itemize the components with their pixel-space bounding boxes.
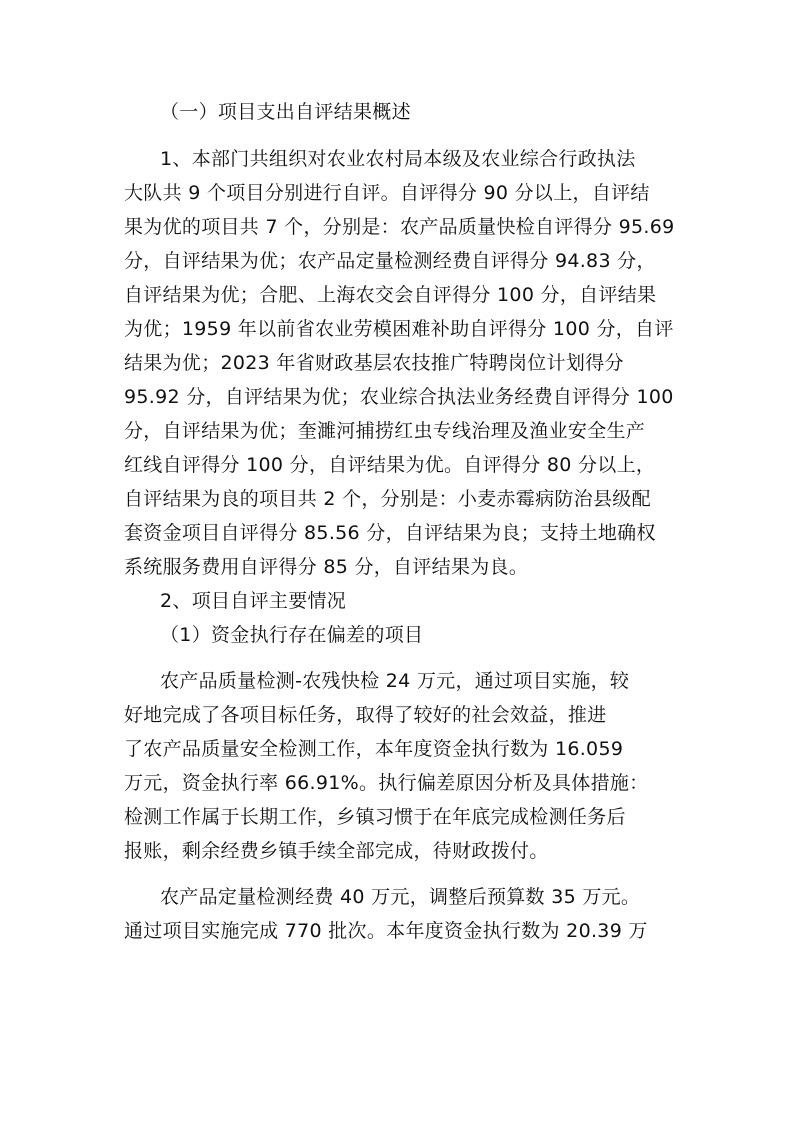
paragraph-line: 自评结果为优；合肥、上海农交会自评得分 100 分，自评结果: [124, 284, 657, 306]
section-subheading: 2、项目自评主要情况: [160, 590, 347, 612]
paragraph-line: 套资金项目自评得分 85.56 分，自评结果为良；支持土地确权: [124, 522, 656, 544]
paragraph-line: 为优；1959 年以前省农业劳模困难补助自评得分 100 分，自评: [124, 318, 674, 340]
paragraph-line: 大队共 9 个项目分别进行自评。自评得分 90 分以上，自评结: [124, 182, 650, 204]
paragraph-line: 系统服务费用自评得分 85 分，自评结果为良。: [124, 556, 529, 578]
paragraph-line: 果为优的项目共 7 个，分别是：农产品质量快检自评得分 95.69: [124, 216, 675, 238]
subsection-heading: （1）资金执行存在偏差的项目: [160, 624, 424, 646]
paragraph-line: 95.92 分，自评结果为优；农业综合执法业务经费自评得分 100: [124, 386, 674, 408]
paragraph-line: 农产品定量检测经费 40 万元，调整后预算数 35 万元。: [160, 886, 641, 908]
paragraph-line: 好地完成了各项目标任务，取得了较好的社会效益，推进: [124, 704, 607, 726]
paragraph-line: 结果为优；2023 年省财政基层农技推广特聘岗位计划得分: [124, 352, 624, 374]
paragraph-line: 通过项目实施完成 770 批次。本年度资金执行数为 20.39 万: [124, 920, 648, 942]
paragraph-line: 分，自评结果为优；奎濉河捕捞红虫专线治理及渔业安全生产: [124, 420, 646, 442]
paragraph-line: 报账，剩余经费乡镇手续全部完成，待财政拨付。: [124, 840, 549, 862]
paragraph-line: 了农产品质量安全检测工作，本年度资金执行数为 16.059: [124, 738, 624, 760]
paragraph-line: 检测工作属于长期工作，乡镇习惯于在年底完成检测任务后: [124, 806, 626, 828]
paragraph-line: 1、本部门共组织对农业农村局本级及农业综合行政执法: [160, 148, 636, 170]
paragraph-line: 农产品质量检测-农残快检 24 万元，通过项目实施，较: [160, 670, 630, 692]
section-heading: （一）项目支出自评结果概述: [160, 101, 411, 123]
paragraph-line: 自评结果为良的项目共 2 个，分别是：小麦赤霉病防治县级配: [124, 488, 651, 510]
paragraph-line: 万元，资金执行率 66.91%。执行偏差原因分析及具体措施：: [124, 772, 649, 794]
paragraph-line: 红线自评得分 100 分，自评结果为优。自评得分 80 分以上，: [124, 454, 656, 476]
paragraph-line: 分，自评结果为优；农产品定量检测经费自评得分 94.83 分，: [124, 250, 656, 272]
